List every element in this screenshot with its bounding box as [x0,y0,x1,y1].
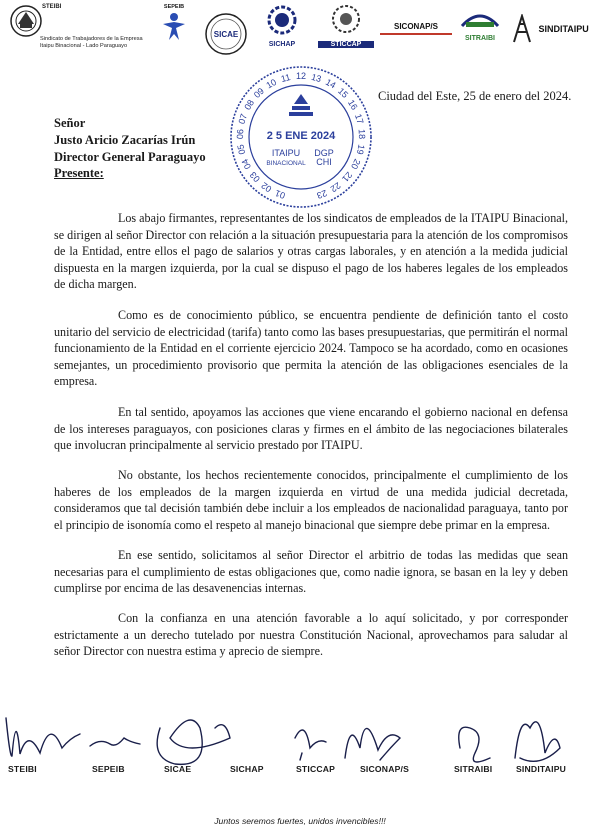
stamp-number: 07 [236,112,250,126]
sichap-label: SICHAP [268,41,296,48]
siconaps-logo [380,22,452,35]
stamp-number: 13 [310,71,323,85]
reception-stamp [226,64,376,210]
sicae-badge-text: SICAE [213,30,239,39]
sepeib-figure-icon [159,10,189,44]
paragraph-1: Los abajo firmantes, representantes de los sindicatos de empleados de la ITAIPU Binacional, se dirigen al señor Director con relación a la situación presupuestaria para la atención de los compromisos de la Entidad, entre ellos el pago de salarios y otras cargas laborales, y en atención a la medida judicial dispuesta en la margen izquierda, por la cual se dispuso el pago de los haberes legales de los empleados de dicha margen. [54,211,568,292]
stamp-number: 02 [259,180,274,195]
signature-label-siconaps: SICONAP/S [360,764,410,774]
stamp-number: 18 [356,128,368,140]
signature-sinditaipu [515,722,560,761]
sicae-logo [204,12,248,61]
stamp-org: ITAIPU [271,148,301,158]
stamp-number: 06 [234,128,246,140]
sinditaipu-tower-icon [510,14,534,44]
signature-label-sticcap: STICCAP [296,764,336,774]
paragraph-3: En tal sentido, apoyamos las acciones que viene encarando el gobierno nacional en defensa de los intereses paraguayos, con posiciones claras y firmes en el ámbito de las negociaciones bilaterales que involucran principalmente al servicio prestado por ITAIPU. [54,405,568,453]
stamp-number: 12 [295,71,307,81]
siconaps-underline [380,33,452,35]
recipient-title: Director General Paraguayo [54,150,206,164]
footer-motto: Juntos seremos fuertes, unidos invencibles!!! [214,816,386,826]
signature-steibi [6,718,80,756]
sicae-badge-icon [204,12,248,56]
paragraph-6: Con la confianza en una atención favorable a lo aquí solicitado, y por corresponder estrictamente a un derecho tutelado por nuestra Constitución Nacional, aprovechamos para saludar al señor Director con nuestra estima y aprecio de siempre. [54,611,568,659]
stamp-number: 20 [348,157,363,171]
stamp-number: 08 [242,97,257,112]
stamp-date: 2 5 ENE 2024 [266,130,336,142]
steibi-caption [40,4,143,49]
siconaps-label: SICONAP/S [393,22,438,31]
stamp-number: 09 [251,85,266,100]
stamp-number: 22 [328,180,343,195]
steibi-line-1: Sindicato de Trabajadores de la Empresa [40,36,143,42]
stamp-number: 17 [352,112,366,126]
stamp-number: 23 [315,187,329,201]
signature-label-sicae: SICAE [164,764,192,774]
stamp-number: 03 [247,169,262,184]
steibi-title: STEIBI [42,4,62,10]
stamp-org2: BINACIONAL [266,160,306,167]
paragraph-4: No obstante, los hechos recientemente conocidos, principalmente el cumplimiento de los haberes de los empleados de la margen izquierda en virtud de una medida judicial decretada, consideramos que tal decisión también debe incluir a los empleados de nacionalidad paraguaya, tanto por el principio de isonomía como el respeto al manejo binacional que siempre debe primar en la empresa. [54,468,568,532]
sitraibi-logo [458,4,502,42]
stamp-number: 19 [354,143,367,156]
paragraph-2: Como es de conocimiento público, se encuentra pendiente de definición tanto el costo unitario del servicio de electricidad (tarifa) tanto como las bases presupuestarias, que permitirán el normal funcionamiento de la Entidad en el corriente ejercicio 2024. Tampoco se ha acordado, como en ocasiones semejantes, un procedimiento provisorio que permita la atención de las obligaciones esenciales de la empresa. [54,308,568,389]
itaipu-logo-icon [289,94,313,116]
signature-label-steibi: STEIBI [8,764,37,774]
sticcap-emblem-icon [326,4,366,36]
sepeib-logo [156,4,192,49]
sinditaipu-logo [510,14,596,44]
stamp-number: 16 [345,97,360,112]
stamp-number: 15 [336,85,351,100]
sichap-logo [262,4,302,48]
signature-sepeib [90,738,140,746]
stamp-dept1: DGP [314,148,334,158]
steibi-line-2: Itaipu Binacional - Lado Paraguayo [40,42,128,49]
stamp-number: 01 [273,187,287,201]
signature-label-sichap: SICHAP [230,764,264,774]
paragraph-5: En ese sentido, solicitamos al señor Director el arbitrio de todas las medidas que sean necesarias para el cumplimiento de estas obligaciones que, como nadie ignora, se basan en la ley y deben cumplirse por encima de las desavenencias internas. [54,548,568,596]
steibi-emblem-icon [8,4,44,38]
stamp-number: 04 [239,157,254,171]
steibi-logo [8,4,44,43]
stamp-number: 05 [235,143,248,156]
signature-sticcap [295,730,326,760]
sticcap-logo [318,4,374,48]
signature-label-sepeib: SEPEIB [92,764,125,774]
stamp-dept2: CHI [316,157,332,167]
letter-date: Ciudad del Este, 25 de enero del 2024. [378,89,572,103]
sichap-gear-icon [266,4,298,36]
recipient-presente: Presente: [54,166,104,180]
stamp-number: 14 [323,76,338,91]
sitraibi-label: SITRAIBI [465,35,495,42]
signature-sitraibi [459,727,490,762]
stamp-number: 21 [340,169,355,184]
stamp-number: 11 [279,71,292,85]
signature-sicae [157,720,230,764]
handwritten-signatures [0,698,600,788]
sepeib-label: SEPEIB [163,4,185,10]
signature-label-sitraibi: SITRAIBI [454,764,493,774]
union-logos-header [0,0,600,70]
signature-label-sinditaipu: SINDITAIPU [516,764,567,774]
sinditaipu-label: SINDITAIPU [538,24,589,34]
stamp-number: 10 [264,76,279,91]
sitraibi-dam-icon [460,4,500,30]
recipient-name: Justo Aricio Zacarías Irún [54,133,196,147]
recipient-salutation: Señor [54,116,86,130]
sticcap-label: STICCAP [318,41,374,48]
signature-siconaps [345,728,400,760]
